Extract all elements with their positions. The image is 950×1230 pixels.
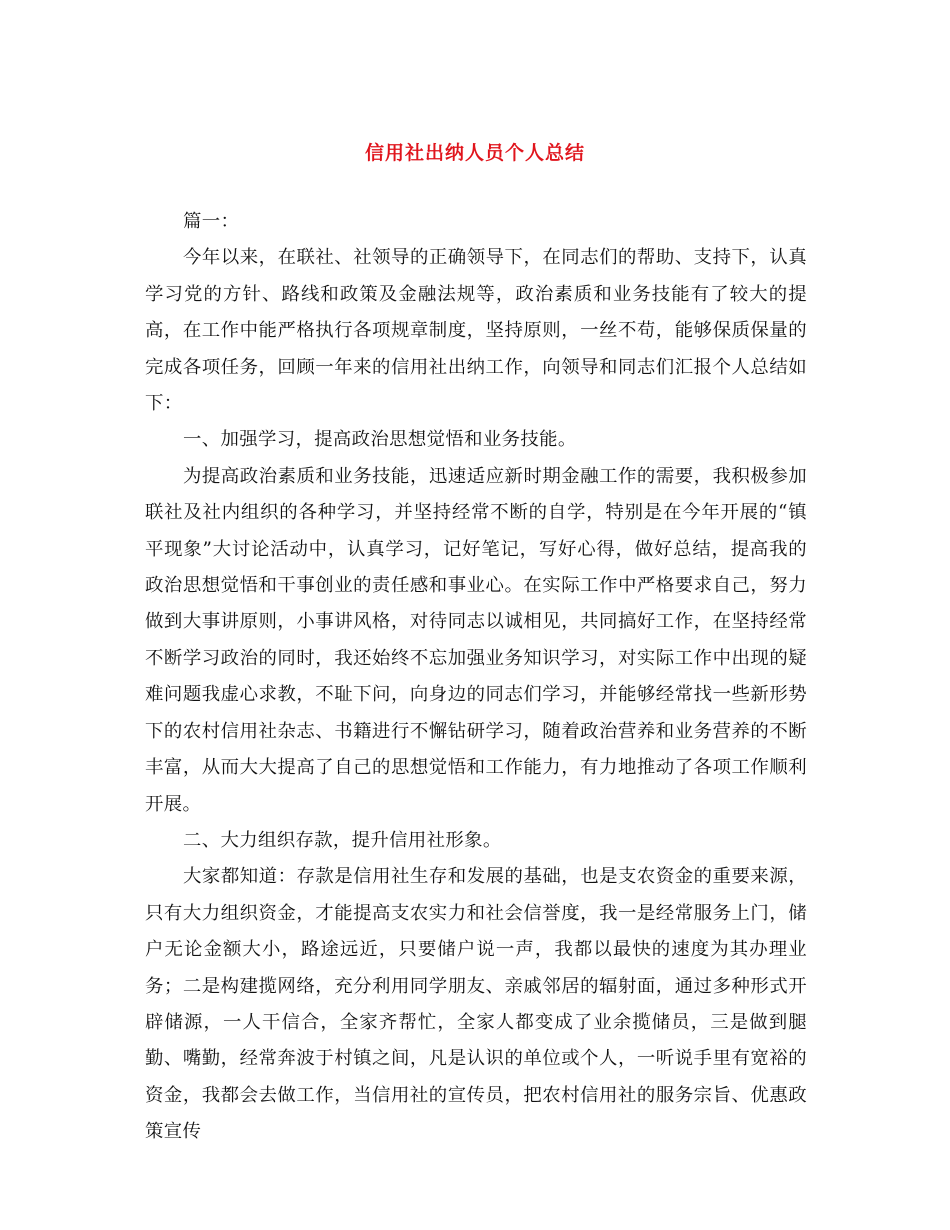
document-body bbox=[145, 204, 807, 1151]
document-title: 信用社出纳人员个人总结 bbox=[364, 142, 585, 164]
body-paragraph-1: 为提高政治素质和业务技能，迅速适应新时期金融工作的需要，我积极参加联社及社内组织的各种学习，并坚持经常不断的自学，特别是在今年开展的“镇平现象”大讨论活动中，认真学习，记好笔记，写好心得，做好总结，提高我的政治思想觉悟和干事创业的责任感和事业心。在实际工作中严格要求自己，努力做到大事讲原则，小事讲风格，对待同志以诚相见，共同搞好工作，在坚持经常不断学习政治的同时，我还始终不忘加强业务知识学习，对实际工作中出现的疑难问题我虚心求教，不耻下问，向身边的同志们学习，并能够经常找一些新形势下的农村信用社杂志、书籍进行不懈钻研学习，随着政治营养和业务营养的不断丰富，从而大大提高了自己的思想觉悟和工作能力，有力地推动了各项工作顺利开展。 bbox=[145, 465, 807, 815]
section-label: 篇一： bbox=[183, 211, 240, 232]
section-heading-1: 一、加强学习，提高政治思想觉悟和业务技能。 bbox=[183, 429, 577, 451]
intro-paragraph: 今年以来，在联社、社领导的正确领导下，在同志们的帮助、支持下，认真学习党的方针、路线和政策及金融法规等，政治素质和业务技能有了较大的提高，在工作中能严格执行各项规章制度，坚持原则，一丝不苟，能够保质保量的完成各项任务，回顾一年来的信用社出纳工作，向领导和同志们汇报个人总结如下： bbox=[145, 247, 807, 415]
body-paragraph-2: 大家都知道：存款是信用社生存和发展的基础，也是支农资金的重要来源，只有大力组织资金，才能提高支农实力和社会信誉度，我一是经常服务上门，储户无论金额大小，路途远近，只要储户说一声，我都以最快的速度为其办理业务；二是构建揽网络，充分利用同学朋友、亲戚邻居的辐射面，通过多种形式开辟储源，一人干信合，全家齐帮忙，全家人都变成了业余揽储员，三是做到腿勤、嘴勤，经常奔波于村镇之间，凡是认识的单位或个人，一听说手里有宽裕的资金，我都会去做工作，当信用社的宣传员，把农村信用社的服务宗旨、优惠政策宣传 bbox=[145, 866, 807, 1143]
section-heading-2: 二、大力组织存款，提升信用社形象。 bbox=[183, 829, 502, 851]
